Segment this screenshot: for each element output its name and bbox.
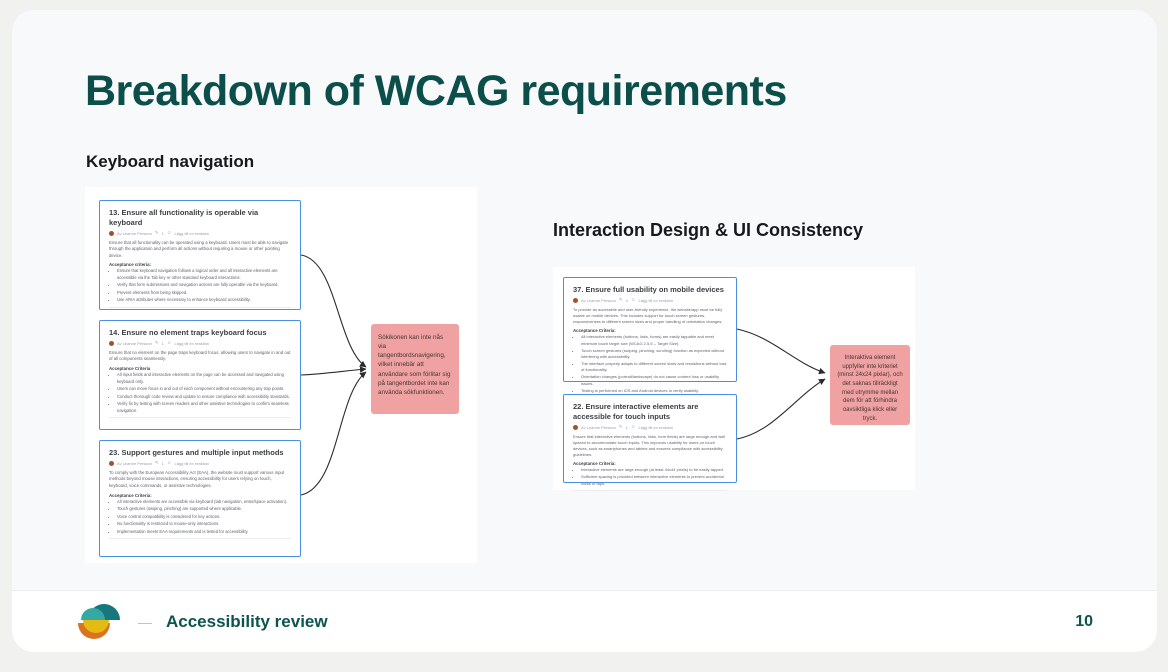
footer-title: Accessibility review (166, 611, 328, 631)
brand-logo-icon (76, 602, 122, 642)
card-author: Av Leanne Persson (117, 460, 152, 466)
card-meta (109, 341, 291, 346)
criteria-list (109, 499, 291, 536)
criteria-item: • Ensure that keyboard navigation follows a logical order and all interactive elements are accessible via the Tab key or other standard keyboard interactions. (117, 268, 291, 281)
edit-icon: ✎ (154, 340, 159, 345)
reaction-label: Lägg till en reaktion (638, 297, 674, 303)
criteria-list (573, 334, 727, 394)
slide (12, 10, 1157, 652)
card-meta (573, 425, 727, 430)
criteria-item: • Verify that form submissions and navigation actions are fully operable via the keyboard. (117, 282, 291, 289)
card-title: 23. Support gestures and multiple input methods (109, 448, 284, 457)
criteria-item: • Use ARIA attributes where necessary to enhance keyboard accessibility. (117, 297, 291, 304)
requirement-card-13 (99, 200, 301, 310)
divider (109, 417, 291, 418)
edit-icon: ✎ (618, 297, 623, 302)
divider (573, 490, 727, 491)
divider (109, 307, 291, 308)
criteria-list (109, 268, 291, 304)
reaction-icon: ☺ (166, 460, 172, 465)
criteria-item: • Users can move focus in and out of each component without encountering any trap points. (117, 386, 291, 393)
reaction-label: Lägg till en reaktion (174, 230, 210, 236)
criteria-label: Acceptance criteria: (109, 262, 151, 268)
slide-footer (12, 590, 1157, 652)
criteria-list (573, 467, 727, 487)
page-title: Breakdown of WCAG requirements (85, 67, 787, 115)
criteria-item: • Verify fix by testing with screen readers and other assistive technologies to confirm seamless navigation. (117, 401, 291, 414)
edit-icon: ✎ (154, 460, 159, 465)
card-body: To comply with the European Accessibility Act (EAA), the website must support various input methods beyond mouse interactions, ensuring accessibility for users relying on touch, keyboard, voice commands, or assistive technologies. (109, 469, 285, 489)
reaction-label: Lägg till en reaktion (638, 424, 674, 430)
card-author: Av Leanne Persson (581, 424, 616, 430)
reaction-icon: ☺ (630, 297, 636, 302)
card-author: Av Leanne Persson (117, 340, 152, 346)
edit-icon: ✎ (618, 423, 623, 429)
criteria-label: Acceptance Criteria: (573, 461, 616, 467)
comment-count: 4 (625, 297, 628, 303)
reaction-label: Lägg till en reaktion (174, 340, 210, 346)
criteria-item: • Testing is performed on iOS and Android devices to verify usability. (581, 388, 727, 394)
card-title: 14. Ensure no element traps keyboard focus (109, 328, 267, 337)
card-meta (573, 298, 727, 303)
criteria-label: Acceptance Criteria: (573, 328, 616, 334)
reaction-label: Lägg till en reaktion (174, 460, 210, 466)
reaction-icon: ☺ (166, 229, 172, 235)
comment-count: 1 (161, 230, 164, 236)
footer-dash: — (138, 613, 152, 630)
card-body: To provide an accessible and user-friendly experience, the website/app must be fully usable on mobile devices. This includes support for touch screen gestures, responsiveness to different screen sizes and proper handling of orientation changes. (573, 306, 723, 325)
requirement-card-22 (563, 394, 737, 486)
card-author: Av Leanne Persson (117, 230, 152, 236)
criteria-item: • All interactive elements are accessible via keyboard (tab navigation, enter/space activation). (117, 499, 291, 506)
card-author: Av Leanne Persson (581, 297, 616, 303)
requirement-card-14 (99, 320, 301, 430)
criteria-item: • Touch gestures (swiping, pinching) are supported where applicable. (117, 506, 291, 513)
criteria-item: • All input fields and interactive elements on the page can be accessed and navigated using keyboard only. (117, 372, 291, 385)
section-heading-keyboard-navigation: Keyboard navigation (86, 152, 255, 171)
requirement-card-23 (99, 440, 301, 557)
criteria-item: • Sufficient spacing is provided between interactive elements to prevent accidental clicks or taps. (581, 474, 727, 486)
card-meta (109, 231, 291, 236)
finding-note-keyboard: Sökikonen kan inte nås via tangentbordsnavigering, vilket innebär att användare som förlitar sig på tangentbordet inte kan använda sökfunktionen. (371, 324, 459, 414)
criteria-item: • No functionality is restricted to mouse-only interactions. (117, 521, 291, 528)
criteria-item: • Orientation changes (portrait/landscape) do not cause content loss or usability issues. (581, 374, 727, 386)
criteria-list (109, 372, 291, 414)
comment-count: 1 (161, 460, 164, 466)
reaction-icon: ☺ (166, 340, 172, 345)
criteria-item: • Touch screen gestures (swiping, pinching, scrolling) function as expected without interfering with accessibility. (581, 348, 727, 360)
avatar (109, 341, 114, 346)
divider (109, 538, 291, 539)
criteria-item: • Prevent elements from being skipped. (117, 290, 291, 297)
finding-note-touch-targets: Interaktiva element uppfyller inte kriteriet (minst 24x24 pixlar), och det saknas tillräckligt med utrymme mellan dem för att förhindra oavsiktliga klick eller tryck. (830, 345, 910, 425)
requirement-card-37 (563, 277, 737, 393)
comment-count: 1 (161, 340, 164, 346)
criteria-item: • Implementation meets EAA requirements and is tested for accessibility. (117, 529, 291, 536)
card-title: 37. Ensure full usability on mobile devices (573, 285, 724, 294)
card-title: 22. Ensure interactive elements are accessible for touch inputs (573, 402, 699, 421)
section-heading-interaction-design: Interaction Design & UI Consistency (553, 220, 864, 240)
card-meta (109, 461, 291, 466)
criteria-item: • Conduct thorough code review and update to ensure compliance with accessibility standards. (117, 394, 291, 401)
criteria-label: Acceptance Criteria (109, 366, 151, 372)
criteria-label: Acceptance Criteria: (109, 492, 152, 498)
avatar (573, 298, 578, 303)
card-body: Ensure that all functionality can be operated using a keyboard. Users must be able to navigate through the application and perform all actions without requiring a mouse or other pointing device. (109, 239, 289, 258)
criteria-item: • Interactive elements are large enough (at least 44x44 pixels) to be easily tapped. (581, 467, 727, 473)
criteria-item: • Voice control compatibility is considered for key actions. (117, 514, 291, 521)
card-body: Ensure that no element on the page traps keyboard focus, allowing users to navigate in and out of all components seamlessly. (109, 349, 291, 362)
panel-interaction-design (553, 267, 915, 490)
page-number: 10 (1075, 612, 1093, 630)
edit-icon: ✎ (154, 229, 159, 235)
reaction-icon: ☺ (630, 423, 636, 429)
avatar (109, 231, 114, 236)
avatar (573, 425, 578, 430)
comment-count: 1 (625, 424, 628, 430)
criteria-item: • All interactive elements (buttons, links, forms) are easily tappable and meet minimum touch target size (WCAG 2.5.5 – Target Size). (581, 334, 727, 346)
card-body: Ensure that interactive elements (buttons, links, form fields) are large enough and well spaced to accommodate touch inputs. This improves usability for users on touch devices, such as smartphones and tablets and ensures compliance with accessibility guidelines. (573, 433, 726, 458)
card-title: 13. Ensure all functionality is operable via keyboard (109, 208, 259, 227)
criteria-item: • The interface properly adapts to different screen sizes and resolutions without loss of functionality. (581, 361, 727, 373)
panel-keyboard-navigation (85, 187, 477, 563)
avatar (109, 461, 114, 466)
